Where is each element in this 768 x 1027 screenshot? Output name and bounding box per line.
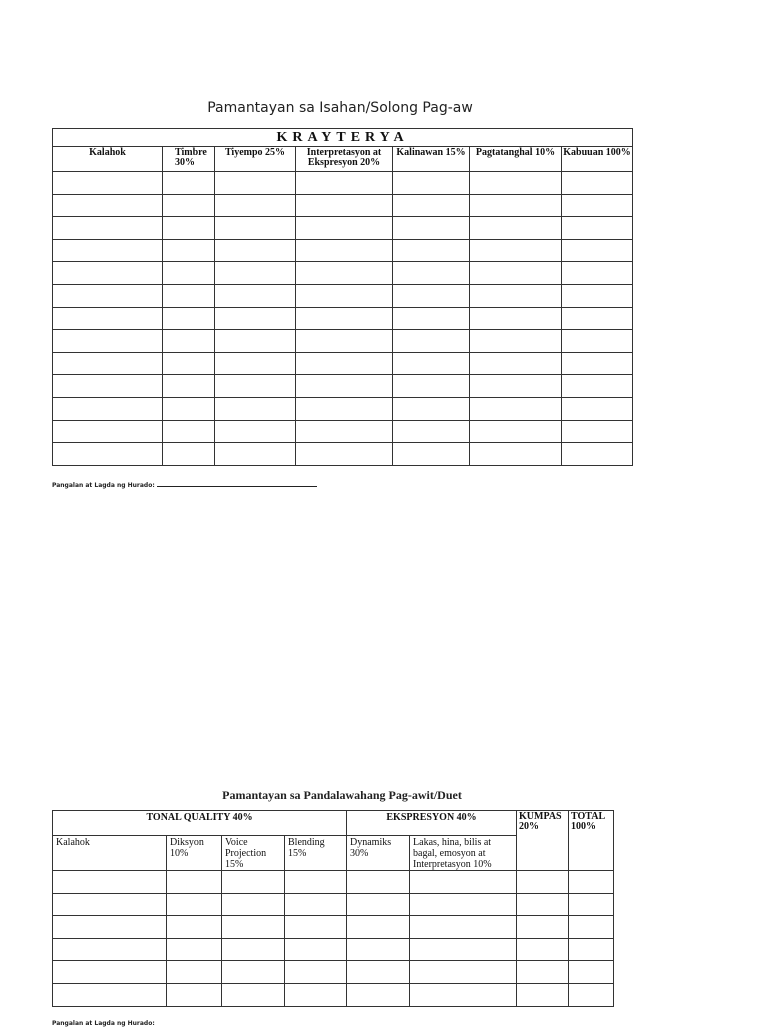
- score-cell[interactable]: [215, 330, 296, 353]
- score-cell[interactable]: [347, 938, 410, 961]
- score-cell[interactable]: [215, 420, 296, 443]
- score-cell[interactable]: [53, 938, 167, 961]
- score-cell[interactable]: [393, 397, 470, 420]
- score-cell[interactable]: [470, 172, 562, 195]
- group-header-total: TOTAL 100%: [569, 811, 614, 871]
- score-cell[interactable]: [296, 375, 393, 398]
- table-row: [53, 983, 614, 1006]
- group-header-ekspresyon: EKSPRESYON 40%: [347, 811, 517, 836]
- score-cell[interactable]: [393, 375, 470, 398]
- table-row: [53, 194, 633, 217]
- score-cell[interactable]: [53, 172, 163, 195]
- score-cell[interactable]: [167, 961, 222, 984]
- score-cell[interactable]: [163, 352, 215, 375]
- score-cell[interactable]: [569, 893, 614, 916]
- score-cell[interactable]: [393, 352, 470, 375]
- score-cell[interactable]: [163, 397, 215, 420]
- column-header: Tiyempo 25%: [215, 147, 296, 172]
- score-cell[interactable]: [562, 239, 633, 262]
- score-cell[interactable]: [470, 443, 562, 466]
- subheader-dynamiks: Dynamiks 30%: [347, 836, 410, 871]
- score-cell[interactable]: [393, 284, 470, 307]
- score-cell[interactable]: [167, 871, 222, 894]
- signature-label: Pangalan at Lagda ng Hurado:: [52, 1020, 155, 1027]
- score-cell[interactable]: [569, 961, 614, 984]
- score-cell[interactable]: [569, 916, 614, 939]
- score-cell[interactable]: [410, 871, 517, 894]
- table-row: [53, 397, 633, 420]
- score-cell[interactable]: [163, 307, 215, 330]
- score-cell[interactable]: [285, 916, 347, 939]
- score-cell[interactable]: [215, 262, 296, 285]
- score-cell[interactable]: [215, 239, 296, 262]
- score-cell[interactable]: [347, 983, 410, 1006]
- table-row: [53, 284, 633, 307]
- score-cell[interactable]: [285, 893, 347, 916]
- score-cell[interactable]: [470, 194, 562, 217]
- subheader-kalahok: Kalahok: [53, 836, 167, 871]
- score-cell[interactable]: [53, 217, 163, 240]
- score-cell[interactable]: [222, 938, 285, 961]
- score-cell[interactable]: [393, 262, 470, 285]
- score-cell[interactable]: [53, 352, 163, 375]
- score-cell[interactable]: [296, 262, 393, 285]
- score-cell[interactable]: [517, 916, 569, 939]
- score-cell[interactable]: [215, 172, 296, 195]
- score-cell[interactable]: [222, 916, 285, 939]
- score-cell[interactable]: [163, 330, 215, 353]
- score-cell[interactable]: [470, 397, 562, 420]
- score-cell[interactable]: [393, 420, 470, 443]
- score-cell[interactable]: [410, 961, 517, 984]
- score-cell[interactable]: [53, 262, 163, 285]
- score-cell[interactable]: [393, 443, 470, 466]
- score-cell[interactable]: [53, 871, 167, 894]
- score-cell[interactable]: [410, 983, 517, 1006]
- score-cell[interactable]: [222, 983, 285, 1006]
- score-cell[interactable]: [470, 330, 562, 353]
- score-cell[interactable]: [470, 262, 562, 285]
- solo-rubric-table: [52, 128, 633, 466]
- score-cell[interactable]: [53, 420, 163, 443]
- duet-title: Pamantayan sa Pandalawahang Pag-awit/Duet: [222, 788, 462, 802]
- table-row: [53, 938, 614, 961]
- score-cell[interactable]: [53, 397, 163, 420]
- score-cell[interactable]: [296, 397, 393, 420]
- score-cell[interactable]: [163, 375, 215, 398]
- score-cell[interactable]: [562, 262, 633, 285]
- table-row: [53, 172, 633, 195]
- table-row: [53, 352, 633, 375]
- table-row: [53, 961, 614, 984]
- score-cell[interactable]: [470, 375, 562, 398]
- score-cell[interactable]: [562, 375, 633, 398]
- score-cell[interactable]: [347, 871, 410, 894]
- score-cell[interactable]: [163, 217, 215, 240]
- score-cell[interactable]: [517, 983, 569, 1006]
- score-cell[interactable]: [53, 893, 167, 916]
- score-cell[interactable]: [163, 443, 215, 466]
- column-header: Kalahok: [53, 147, 163, 172]
- score-cell[interactable]: [222, 961, 285, 984]
- subheader-diksyon: Diksyon 10%: [167, 836, 222, 871]
- column-header: Pagtatanghal 10%: [470, 147, 562, 172]
- signature-blank[interactable]: [157, 486, 317, 487]
- score-cell[interactable]: [562, 330, 633, 353]
- score-cell[interactable]: [53, 307, 163, 330]
- score-cell[interactable]: [53, 443, 163, 466]
- score-cell[interactable]: [167, 893, 222, 916]
- table-row: [53, 893, 614, 916]
- page-title: Pamantayan sa Isahan/Solong Pag-aw: [207, 100, 473, 116]
- score-cell[interactable]: [163, 420, 215, 443]
- score-cell[interactable]: [215, 397, 296, 420]
- score-cell[interactable]: [410, 893, 517, 916]
- table-row: [53, 420, 633, 443]
- subheader-lakas: Lakas, hina, bilis at bagal, emosyon at Interpretasyon 10%: [410, 836, 517, 871]
- score-cell[interactable]: [215, 443, 296, 466]
- table-row: [53, 262, 633, 285]
- score-cell[interactable]: [215, 307, 296, 330]
- score-cell[interactable]: [470, 352, 562, 375]
- score-cell[interactable]: [296, 352, 393, 375]
- score-cell[interactable]: [53, 375, 163, 398]
- score-cell[interactable]: [410, 916, 517, 939]
- score-cell[interactable]: [222, 893, 285, 916]
- score-cell[interactable]: [393, 239, 470, 262]
- score-cell[interactable]: [562, 397, 633, 420]
- group-header-tonal: TONAL QUALITY 40%: [53, 811, 347, 836]
- score-cell[interactable]: [562, 172, 633, 195]
- score-cell[interactable]: [347, 961, 410, 984]
- table-row: [53, 871, 614, 894]
- score-cell[interactable]: [562, 217, 633, 240]
- score-cell[interactable]: [296, 239, 393, 262]
- score-cell[interactable]: [53, 284, 163, 307]
- score-cell[interactable]: [517, 893, 569, 916]
- score-cell[interactable]: [53, 916, 167, 939]
- score-cell[interactable]: [285, 938, 347, 961]
- score-cell[interactable]: [347, 893, 410, 916]
- score-cell[interactable]: [163, 284, 215, 307]
- score-cell[interactable]: [215, 194, 296, 217]
- score-cell[interactable]: [296, 194, 393, 217]
- column-header: Kalinawan 15%: [393, 147, 470, 172]
- score-cell[interactable]: [470, 239, 562, 262]
- score-cell[interactable]: [569, 938, 614, 961]
- score-cell[interactable]: [393, 194, 470, 217]
- score-cell[interactable]: [53, 983, 167, 1006]
- table-row: [53, 239, 633, 262]
- score-cell[interactable]: [562, 284, 633, 307]
- score-cell[interactable]: [296, 172, 393, 195]
- score-cell[interactable]: [470, 284, 562, 307]
- subheader-voice-projection: Voice Projection 15%: [222, 836, 285, 871]
- score-cell[interactable]: [163, 172, 215, 195]
- score-cell[interactable]: [410, 938, 517, 961]
- score-cell[interactable]: [393, 217, 470, 240]
- score-cell[interactable]: [53, 194, 163, 217]
- score-cell[interactable]: [167, 983, 222, 1006]
- score-cell[interactable]: [222, 871, 285, 894]
- table-row: [53, 330, 633, 353]
- score-cell[interactable]: [296, 307, 393, 330]
- score-cell[interactable]: [163, 262, 215, 285]
- score-cell[interactable]: [163, 239, 215, 262]
- score-cell[interactable]: [569, 983, 614, 1006]
- table-row: [53, 916, 614, 939]
- score-cell[interactable]: [347, 916, 410, 939]
- score-cell[interactable]: [393, 172, 470, 195]
- group-header-kumpas: KUMPAS 20%: [517, 811, 569, 871]
- judge-signature-line: [52, 482, 317, 489]
- score-cell[interactable]: [215, 352, 296, 375]
- score-cell[interactable]: [393, 330, 470, 353]
- column-header: Timbre 30%: [163, 147, 215, 172]
- column-header: Interpretasyon at Ekspresyon 20%: [296, 147, 393, 172]
- column-header: Kabuuan 100%: [562, 147, 633, 172]
- score-cell[interactable]: [285, 871, 347, 894]
- score-cell[interactable]: [296, 443, 393, 466]
- score-cell[interactable]: [562, 307, 633, 330]
- score-cell[interactable]: [215, 284, 296, 307]
- table-row: [53, 375, 633, 398]
- score-cell[interactable]: [470, 217, 562, 240]
- table-row: [53, 443, 633, 466]
- score-cell[interactable]: [517, 938, 569, 961]
- score-cell[interactable]: [296, 284, 393, 307]
- subheader-blending: Blending 15%: [285, 836, 347, 871]
- score-cell[interactable]: [517, 961, 569, 984]
- score-cell[interactable]: [53, 961, 167, 984]
- criteria-banner: KRAYTERYA: [53, 129, 633, 147]
- table-row: [53, 307, 633, 330]
- score-cell[interactable]: [167, 938, 222, 961]
- score-cell[interactable]: [215, 375, 296, 398]
- score-cell[interactable]: [569, 871, 614, 894]
- score-cell[interactable]: [562, 443, 633, 466]
- score-cell[interactable]: [517, 871, 569, 894]
- score-cell[interactable]: [285, 961, 347, 984]
- score-cell[interactable]: [296, 420, 393, 443]
- score-cell[interactable]: [562, 420, 633, 443]
- score-cell[interactable]: [285, 983, 347, 1006]
- table-row: [53, 217, 633, 240]
- score-cell[interactable]: [562, 352, 633, 375]
- duet-rubric-table: [52, 810, 614, 1007]
- score-cell[interactable]: [163, 194, 215, 217]
- score-cell[interactable]: [562, 194, 633, 217]
- score-cell[interactable]: [470, 307, 562, 330]
- score-cell[interactable]: [215, 217, 296, 240]
- score-cell[interactable]: [296, 217, 393, 240]
- score-cell[interactable]: [296, 330, 393, 353]
- score-cell[interactable]: [393, 307, 470, 330]
- score-cell[interactable]: [53, 239, 163, 262]
- score-cell[interactable]: [53, 330, 163, 353]
- score-cell[interactable]: [167, 916, 222, 939]
- signature-label: Pangalan at Lagda ng Hurado:: [52, 482, 155, 489]
- score-cell[interactable]: [470, 420, 562, 443]
